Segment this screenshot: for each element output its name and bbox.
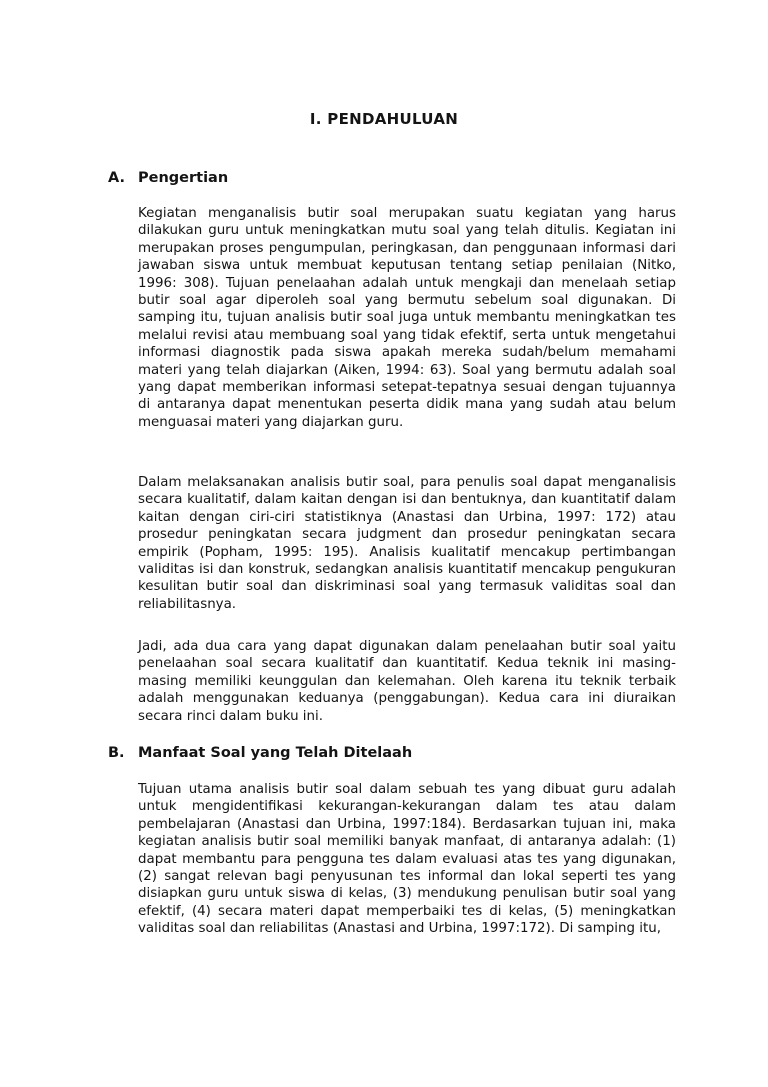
section-letter: A. bbox=[108, 170, 125, 186]
paragraph-b1: Tujuan utama analisis butir soal dalam sebuah tes yang dibuat guru adalah untuk mengidentifikasi kekurangan-kekurangan dalam tes atau dalam pembelajaran (Anastasi dan Urbina, 1997:184). Berdasarkan tujuan ini, maka kegiatan analisis butir soal memiliki banyak manfaat, di antaranya adalah: (1) dapat membantu para pengguna tes dalam evaluasi atas tes yang digunakan, (2) sangat relevan bagi penyusunan tes informal dan lokal seperti tes yang disiapkan guru untuk siswa di kelas, (3) mendukung penulisan butir soal yang efektif, (4) secara materi dapat memperbaiki tes di kelas, (5) meningkatkan validitas soal dan reliabilitas (Anastasi and Urbina, 1997:172). Di samping itu, bbox=[138, 782, 676, 937]
section-heading-b bbox=[108, 745, 412, 761]
section-letter: B. bbox=[108, 745, 125, 761]
paragraph-a3: Jadi, ada dua cara yang dapat digunakan dalam penelaahan butir soal yaitu penelaahan soal secara kualitatif dan kuantitatif. Kedua teknik ini masing-masing memiliki keunggulan dan kelemahan. Oleh karena itu teknik terbaik adalah menggunakan keduanya (penggabungan). Kedua cara ini diuraikan secara rinci dalam buku ini. bbox=[138, 639, 676, 724]
section-title: Pengertian bbox=[138, 170, 229, 186]
page-title: I. PENDAHULUAN bbox=[309, 110, 459, 128]
section-heading-a bbox=[108, 170, 228, 186]
paragraph-a1: Kegiatan menganalisis butir soal merupakan suatu kegiatan yang harus dilakukan guru untuk meningkatkan mutu soal yang telah ditulis. Kegiatan ini merupakan proses pengumpulan, peringkasan, dan penggunaan informasi dari jawaban siswa untuk membuat keputusan tentang setiap penilaian (Nitko, 1996: 308). Tujuan penelaahan adalah untuk mengkaji dan menelaah setiap butir soal agar diperoleh soal yang bermutu sebelum soal digunakan. Di samping itu, tujuan analisis butir soal juga untuk membantu meningkatkan tes melalui revisi atau membuang soal yang tidak efektif, serta untuk mengetahui informasi diagnostik pada siswa apakah mereka sudah/belum memahami materi yang telah diajarkan (Aiken, 1994: 63). Soal yang bermutu adalah soal yang dapat memberikan informasi setepat-tepatnya sesuai dengan tujuannya di antaranya dapat menentukan peserta didik mana yang sudah atau belum menguasai materi yang diajarkan guru. bbox=[138, 206, 676, 430]
paragraph-a2: Dalam melaksanakan analisis butir soal, para penulis soal dapat menganalisis secara kualitatif, dalam kaitan dengan isi dan bentuknya, dan kuantitatif dalam kaitan dengan ciri-ciri statistiknya (Anastasi dan Urbina, 1997: 172) atau prosedur peningkatan secara judgment dan prosedur peningkatan secara empirik (Popham, 1995: 195). Analisis kualitatif mencakup pertimbangan validitas isi dan konstruk, sedangkan analisis kuantitatif mencakup pengukuran kesulitan butir soal dan diskriminasi soal yang termasuk validitas soal dan reliabilitasnya. bbox=[138, 475, 676, 612]
section-title: Manfaat Soal yang Telah Ditelaah bbox=[138, 745, 413, 761]
